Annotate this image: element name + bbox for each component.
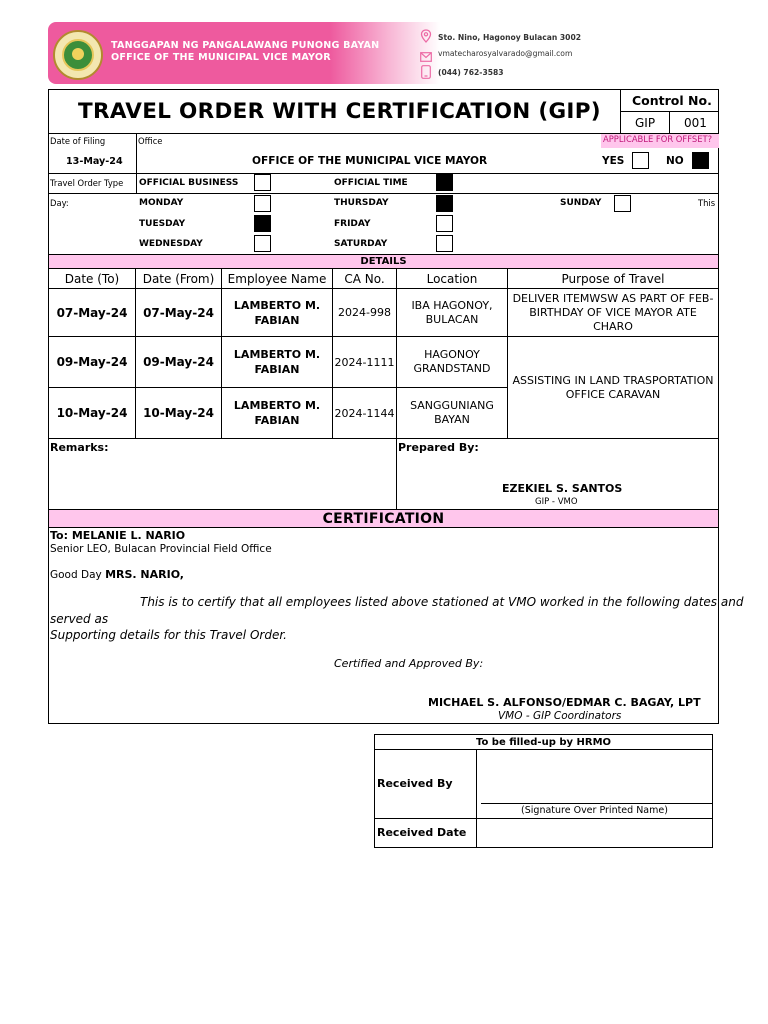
row2-employee-line1: LAMBERTO M. bbox=[233, 348, 321, 361]
row2-purpose-line2: OFFICE CARAVAN bbox=[565, 387, 661, 401]
cert-greeting bbox=[50, 568, 184, 581]
col-header-date-to: Date (To) bbox=[64, 271, 120, 286]
row1-date-to: 07-May-24 bbox=[56, 305, 128, 320]
row1-ca-no: 2024-998 bbox=[338, 306, 391, 319]
col-header-purpose: Purpose of Travel bbox=[561, 271, 665, 286]
tuesday-checkbox[interactable] bbox=[254, 215, 271, 232]
row1-purpose bbox=[508, 289, 718, 336]
prepared-by-position: GIP - VMO bbox=[535, 497, 578, 507]
divider bbox=[669, 111, 670, 134]
saturday-label: SATURDAY bbox=[334, 239, 388, 249]
phone-icon bbox=[421, 64, 431, 83]
row1-location bbox=[397, 289, 507, 336]
offset-yes-label: YES bbox=[602, 155, 625, 167]
cert-signatory: MICHAEL S. ALFONSO/EDMAR C. BAGAY, LPT bbox=[428, 696, 701, 709]
location-pin-icon bbox=[420, 28, 432, 47]
email-text[interactable]: vmatecharosyalvarado@gmail.com bbox=[438, 49, 573, 58]
row3-ca-no: 2024-1144 bbox=[334, 406, 395, 420]
cert-greeting-name: MRS. NARIO, bbox=[105, 568, 184, 581]
travel-type-label: Travel Order Type bbox=[50, 178, 124, 188]
address-text: Sto. Nino, Hagonoy Bulacan 3002 bbox=[438, 33, 582, 42]
monday-checkbox[interactable] bbox=[254, 195, 271, 212]
cert-approved-label: Certified and Approved By: bbox=[334, 657, 484, 670]
row1-location-line2: BULACAN bbox=[425, 312, 479, 326]
divider bbox=[48, 173, 719, 174]
office-name-filipino: TANGGAPAN NG PANGALAWANG PUNONG BAYAN bbox=[111, 40, 380, 51]
col-header-location: Location bbox=[426, 271, 478, 286]
cert-body-line1: This is to certify that all employees listed above stationed at VMO worked in the following dates and bbox=[140, 595, 744, 609]
offset-question: APPLICABLE FOR OFFSET? bbox=[601, 134, 719, 148]
row2-3-purpose-merged bbox=[508, 337, 718, 438]
official-time-checkbox[interactable] bbox=[436, 174, 453, 191]
monday-label: MONDAY bbox=[139, 198, 184, 208]
cert-signatory-position: VMO - GIP Coordinators bbox=[498, 710, 622, 722]
wednesday-checkbox[interactable] bbox=[254, 235, 271, 252]
row3-employee-line2: FABIAN bbox=[254, 414, 300, 427]
prepared-by-label: Prepared By: bbox=[398, 441, 479, 454]
row3-date-to: 10-May-24 bbox=[56, 406, 128, 420]
row1-employee-line2: FABIAN bbox=[254, 313, 300, 327]
cert-body-line3: Supporting details for this Travel Order. bbox=[50, 628, 287, 642]
form-title: TRAVEL ORDER WITH CERTIFICATION (GIP) bbox=[78, 99, 601, 124]
control-no-label: Control No. bbox=[632, 93, 712, 108]
friday-checkbox[interactable] bbox=[436, 215, 453, 232]
cert-greeting-prefix: Good Day bbox=[50, 569, 106, 581]
sunday-checkbox[interactable] bbox=[614, 195, 631, 212]
hrmo-heading: To be filled-up by HRMO bbox=[475, 736, 612, 748]
row2-ca-no: 2024-1111 bbox=[334, 355, 395, 369]
row3-location-line1: SANGGUNIANG bbox=[410, 399, 494, 412]
official-business-label: OFFICIAL BUSINESS bbox=[139, 178, 239, 188]
divider bbox=[48, 438, 719, 439]
date-of-filing-value[interactable]: 13-May-24 bbox=[66, 156, 123, 167]
received-date-label: Received Date bbox=[377, 826, 467, 839]
thursday-label: THURSDAY bbox=[334, 198, 389, 208]
received-by-signature-field[interactable] bbox=[477, 750, 712, 802]
row3-location-line2: BAYAN bbox=[434, 413, 470, 426]
wednesday-label: WEDNESDAY bbox=[139, 239, 203, 249]
prepared-by-name: EZEKIEL S. SANTOS bbox=[502, 482, 623, 495]
friday-label: FRIDAY bbox=[334, 219, 371, 229]
row1-location-line1: IBA HAGONOY, bbox=[411, 298, 493, 312]
divider bbox=[136, 133, 137, 173]
row1-purpose-line2: BIRTHDAY OF VICE MAYOR ATE CHARO bbox=[529, 305, 697, 333]
office-value[interactable]: OFFICE OF THE MUNICIPAL VICE MAYOR bbox=[252, 155, 488, 167]
sunday-label: SUNDAY bbox=[560, 198, 602, 208]
cert-body-line2: served as bbox=[50, 612, 109, 626]
col-header-date-from: Date (From) bbox=[142, 271, 215, 286]
tuesday-label: TUESDAY bbox=[139, 219, 186, 229]
row1-purpose-line1: DELIVER ITEMWSW AS PART OF FEB- bbox=[512, 291, 714, 305]
divider bbox=[48, 527, 719, 528]
offset-yes-checkbox[interactable] bbox=[632, 152, 649, 169]
col-header-ca-no: CA No. bbox=[344, 271, 385, 286]
signature-caption: (Signature Over Printed Name) bbox=[521, 805, 668, 816]
control-number: 001 bbox=[684, 116, 707, 130]
phone-text: (044) 762-3583 bbox=[438, 68, 504, 77]
cert-recipient-position: Senior LEO, Bulacan Provincial Field Office bbox=[50, 543, 272, 555]
remarks-label: Remarks: bbox=[50, 441, 109, 454]
received-by-label: Received By bbox=[377, 777, 453, 790]
row2-location bbox=[397, 337, 507, 387]
row2-location-line1: HAGONOY bbox=[424, 348, 480, 361]
municipal-seal-center bbox=[72, 48, 84, 60]
row2-date-to: 09-May-24 bbox=[56, 355, 128, 369]
official-business-checkbox[interactable] bbox=[254, 174, 271, 191]
details-heading: DETAILS bbox=[49, 255, 718, 268]
control-prefix: GIP bbox=[635, 116, 656, 130]
day-label: Day: bbox=[50, 198, 69, 208]
row3-location bbox=[397, 388, 507, 438]
row1-employee-line1: LAMBERTO M. bbox=[233, 298, 321, 312]
divider bbox=[136, 173, 137, 194]
offset-no-label: NO bbox=[666, 155, 684, 167]
saturday-checkbox[interactable] bbox=[436, 235, 453, 252]
row2-date-from: 09-May-24 bbox=[143, 355, 214, 369]
row1-date-from: 07-May-24 bbox=[143, 305, 214, 320]
cert-recipient: To: MELANIE L. NARIO bbox=[50, 529, 186, 542]
thursday-checkbox[interactable] bbox=[436, 195, 453, 212]
this-label: This bbox=[698, 198, 716, 208]
date-of-filing-label: Date of Filing bbox=[50, 136, 106, 146]
received-date-field[interactable] bbox=[477, 819, 712, 847]
row1-employee bbox=[222, 289, 332, 336]
offset-no-checkbox[interactable] bbox=[692, 152, 709, 169]
row2-employee bbox=[222, 337, 332, 387]
row3-date-from: 10-May-24 bbox=[143, 406, 214, 420]
col-header-employee-name: Employee Name bbox=[227, 271, 327, 286]
divider bbox=[48, 193, 719, 194]
certification-heading: CERTIFICATION bbox=[49, 510, 718, 527]
row2-employee-line2: FABIAN bbox=[254, 363, 300, 376]
office-name-english: OFFICE OF THE MUNICIPAL VICE MAYOR bbox=[111, 52, 331, 63]
row2-purpose-line1: ASSISTING IN LAND TRASPORTATION bbox=[512, 373, 714, 387]
office-label: Office bbox=[138, 136, 163, 146]
official-time-label: OFFICIAL TIME bbox=[334, 178, 408, 188]
row3-employee bbox=[222, 388, 332, 438]
row3-employee-line1: LAMBERTO M. bbox=[233, 399, 321, 412]
row2-location-line2: GRANDSTAND bbox=[413, 362, 491, 375]
